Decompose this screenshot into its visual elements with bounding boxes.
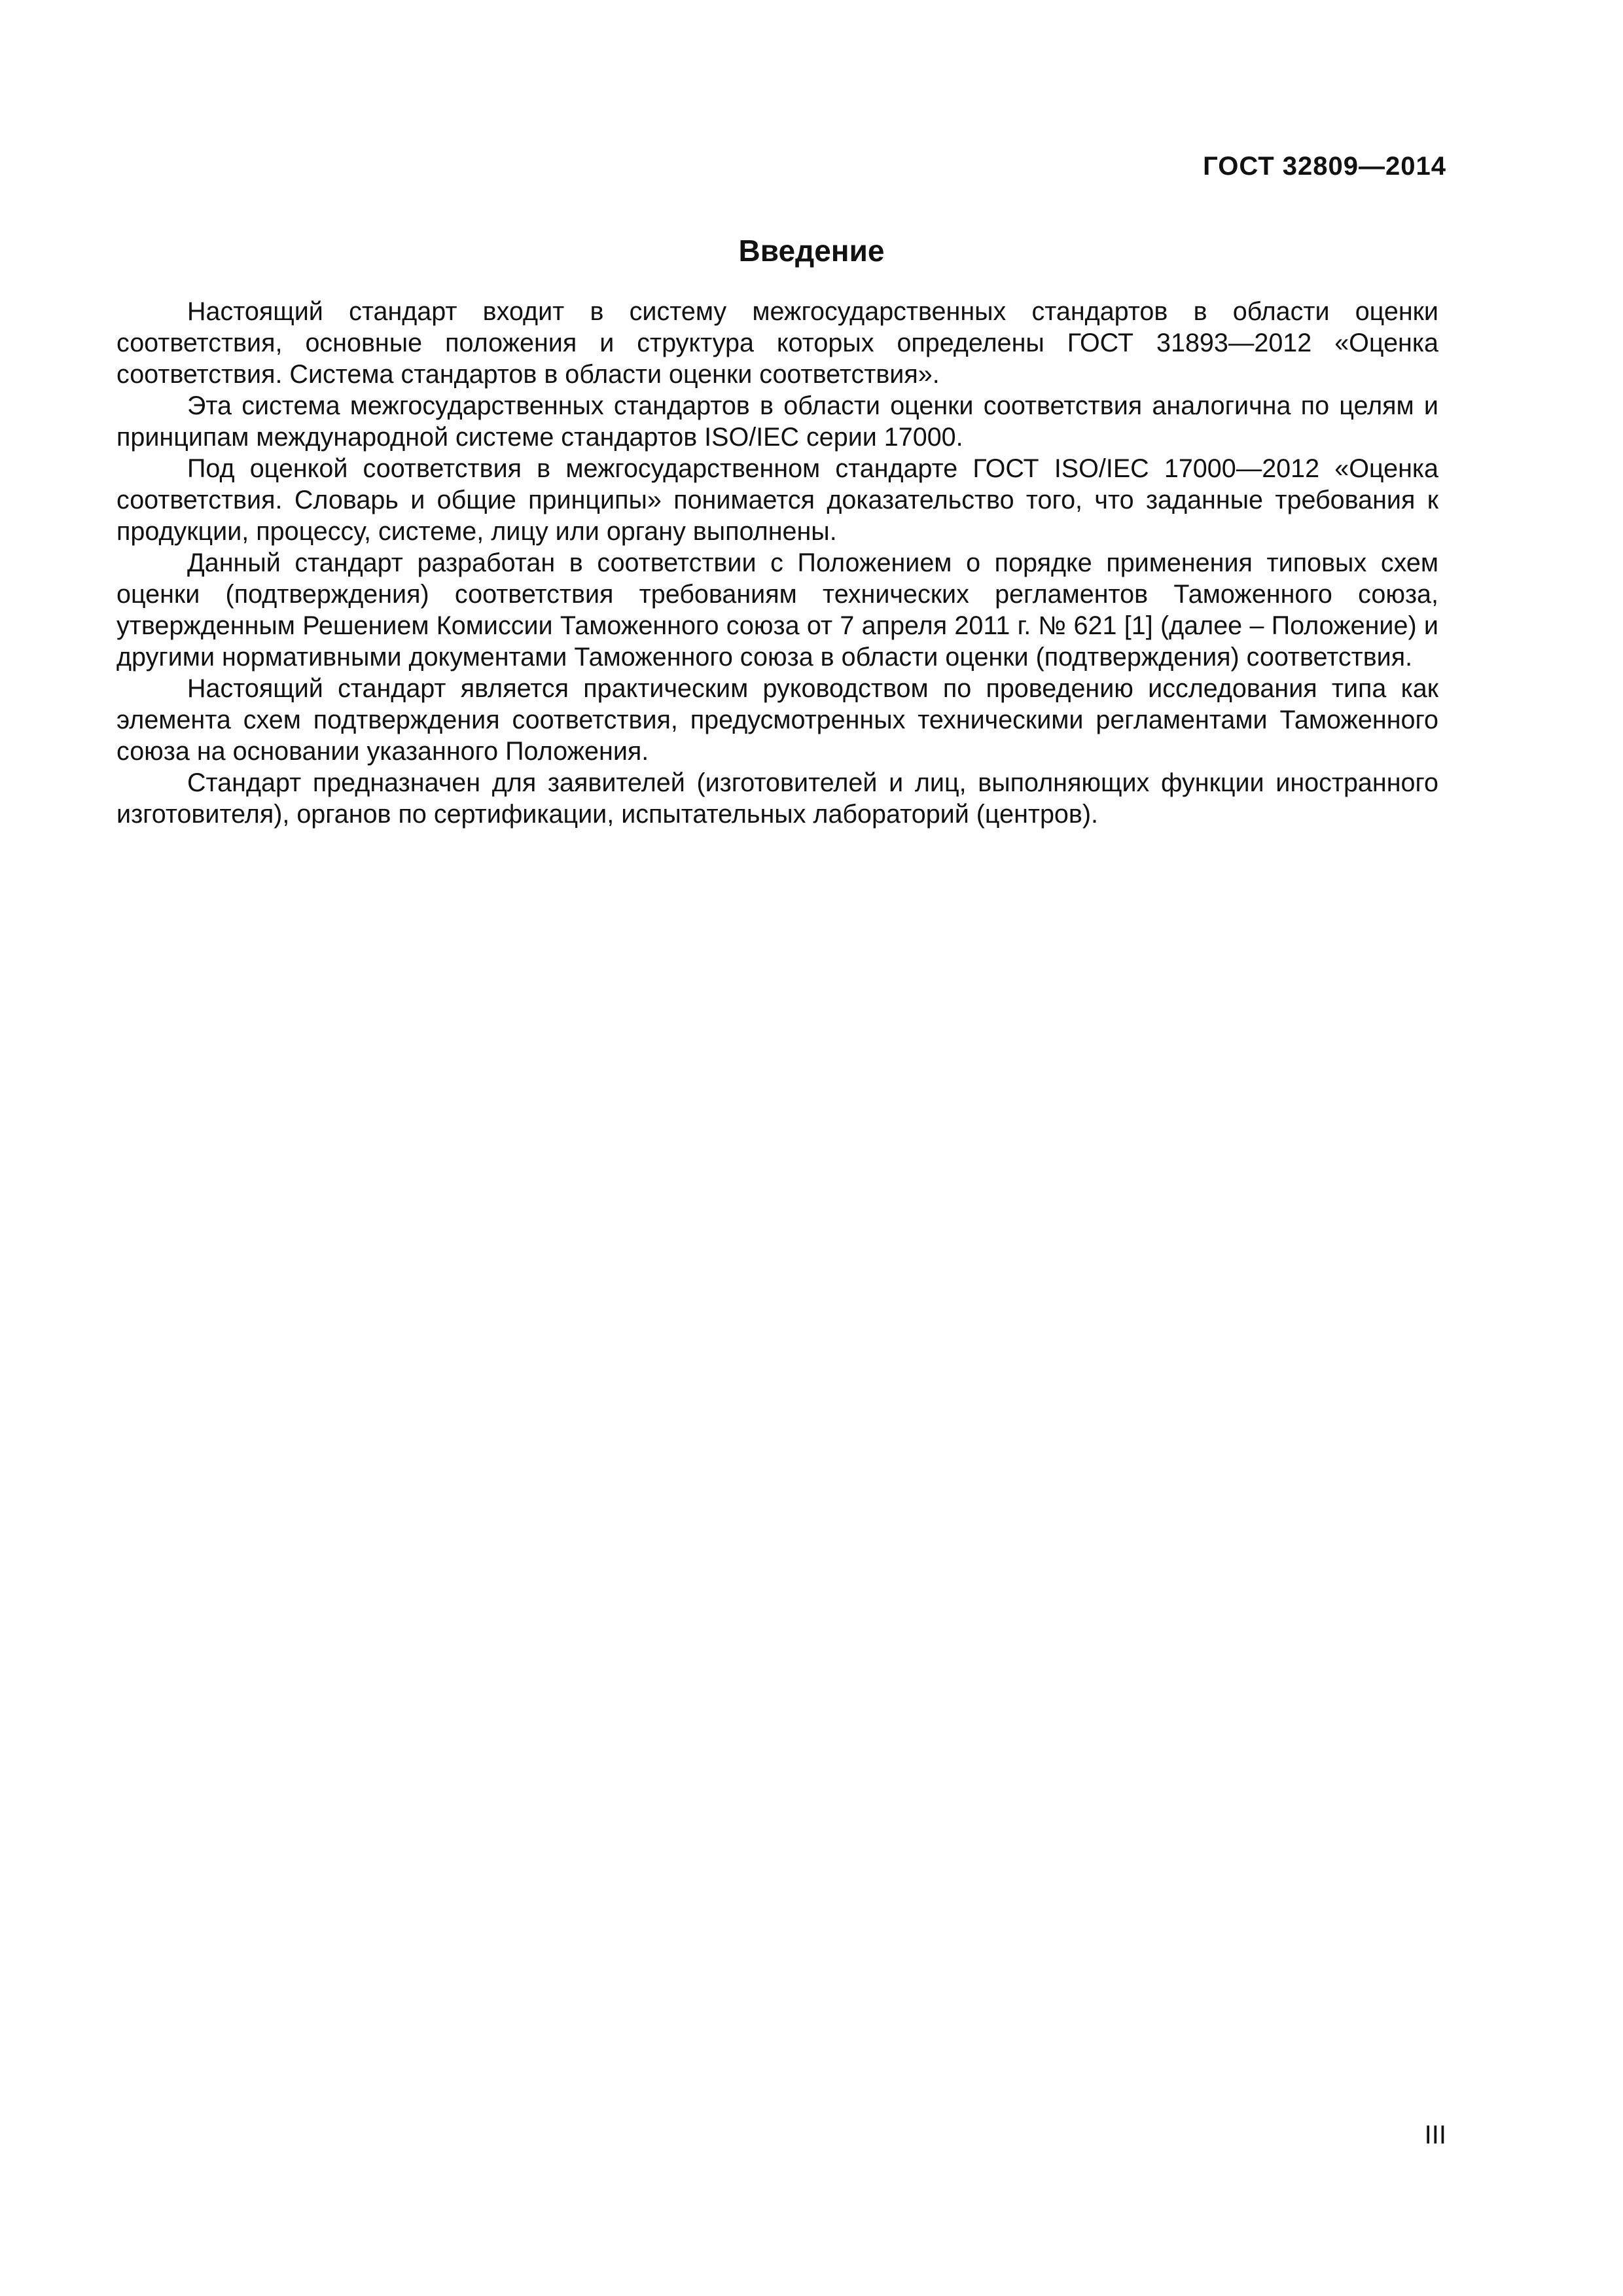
section-title: Введение bbox=[738, 234, 885, 268]
page-number: III bbox=[1424, 2121, 1446, 2149]
paragraph: Под оценкой соответствия в межгосударственном стандарте ГОСТ ISO/IEC 17000—2012 «Оценка соответствия. Словарь и общие принципы» понимается доказательство того, что заданные требования к продукции, процессу, системе, лицу или органу выполнены. bbox=[116, 454, 1438, 546]
body-text bbox=[116, 296, 1438, 830]
paragraph: Стандарт предназначен для заявителей (изготовителей и лиц, выполняющих функции иностранного изготовителя), органов по сертификации, испытательных лабораторий (центров). bbox=[116, 768, 1438, 829]
paragraph: Настоящий стандарт входит в систему межгосударственных стандартов в области оценки соответствия, основные положения и структура которых определены ГОСТ 31893—2012 «Оценка соответствия. Система стандартов в области оценки соответствия». bbox=[116, 297, 1438, 389]
paragraph: Эта система межгосударственных стандартов в области оценки соответствия аналогична по целям и принципам международной системе стандартов ISO/IEC серии 17000. bbox=[116, 391, 1438, 452]
paragraph: Настоящий стандарт является практическим руководством по проведению исследования типа как элемента схем подтверждения соответствия, предусмотренных техническими регламентами Таможенного союза на основании указанного Положения. bbox=[116, 674, 1438, 766]
document-code: ГОСТ 32809—2014 bbox=[1203, 152, 1446, 181]
paragraph: Данный стандарт разработан в соответствии с Положением о порядке применения типовых схем оценки (подтверждения) соответствия требованиям технических регламентов Таможенного союза, утвержденным Решением Комиссии Таможенного союза от 7 апреля 2011 г. № 621 [1] (далее – Положение) и другими нормативными документами Таможенного союза в области оценки (подтверждения) соответствия. bbox=[116, 548, 1438, 672]
